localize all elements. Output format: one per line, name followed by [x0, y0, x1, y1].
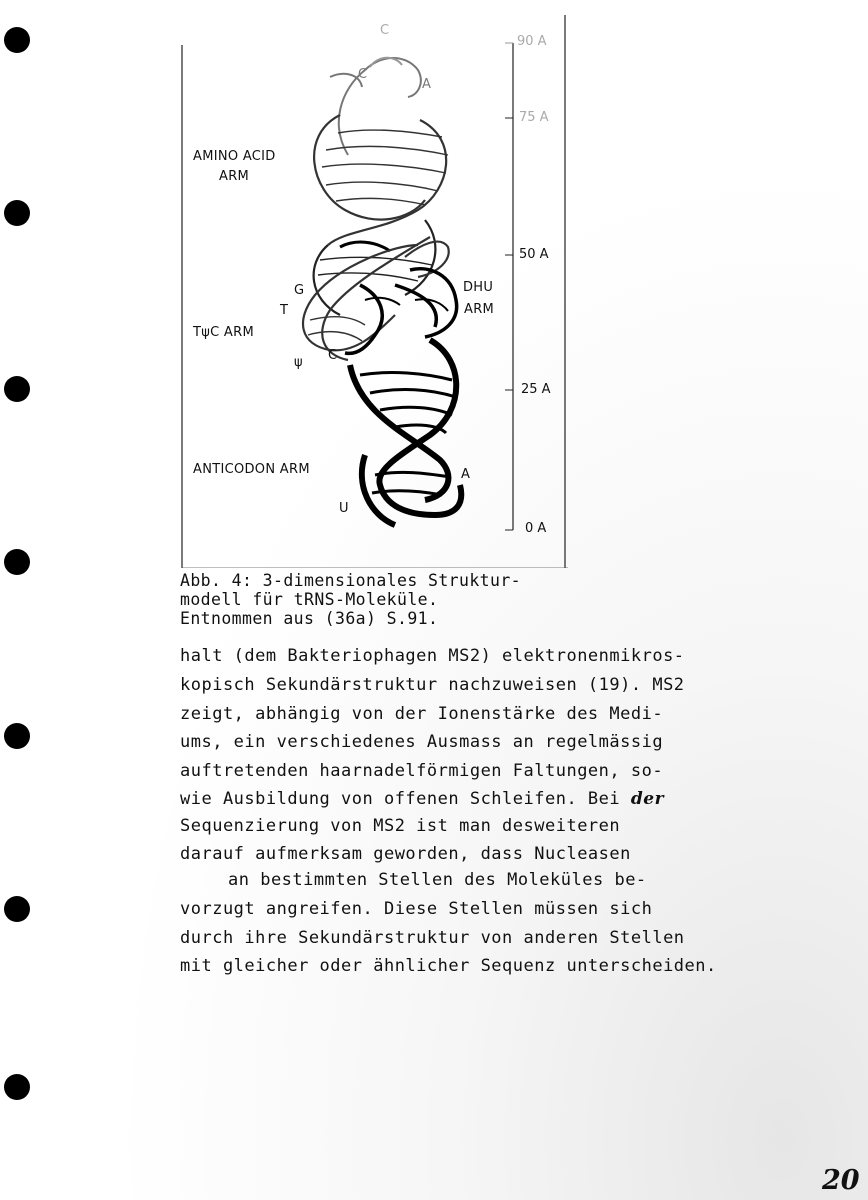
body-line-9: an bestimmten Stellen des Moleküles be-	[228, 870, 647, 890]
base-label-c-mid: C	[328, 348, 338, 363]
body-line-4: ums, ein verschiedenes Ausmass an regelmässig	[180, 732, 664, 752]
dhu-arm-label-line1: DHU	[463, 280, 494, 295]
body-line-5: auftretenden haarnadelförmigen Faltungen, so-	[180, 761, 664, 781]
binder-hole	[4, 27, 30, 53]
handwritten-correction: der	[630, 789, 665, 809]
binder-hole	[4, 896, 30, 922]
scale-label-0: 0 A	[525, 521, 547, 536]
acceptor-end	[330, 58, 421, 155]
scale-label-75: 75 A	[519, 110, 549, 125]
binder-hole	[4, 376, 30, 402]
body-line-7: Sequenzierung von MS2 ist man desweiteren	[180, 816, 621, 836]
anticodon-arm-label: ANTICODON ARM	[193, 462, 310, 477]
amino-acid-arm-label-line2: ARM	[219, 169, 250, 184]
figure-caption-line1: Abb. 4: 3-dimensionales Struktur-	[180, 571, 522, 590]
figure-caption-line2: modell für tRNS-Moleküle.	[180, 590, 439, 609]
page-number: 20	[822, 1165, 860, 1196]
body-line-10: vorzugt angreifen. Diese Stellen müssen sich	[180, 899, 653, 919]
binder-hole	[4, 1074, 30, 1100]
base-label-c-inner: C	[358, 67, 368, 82]
base-label-psi: ψ	[294, 355, 303, 370]
body-line-1: halt (dem Bakteriophagen MS2) elektronenmikros-	[180, 646, 685, 666]
amino-acid-arm-label-line1: AMINO ACID	[193, 149, 276, 164]
body-line-12: mit gleicher oder ähnlicher Sequenz unterscheiden.	[180, 956, 717, 976]
body-line-3: zeigt, abhängig von der Ionenstärke des Medi-	[180, 704, 664, 724]
binder-hole	[4, 200, 30, 226]
body-line-11: durch ihre Sekundärstruktur von anderen Stellen	[180, 928, 685, 948]
tpsic-arm-label: TψC ARM	[193, 325, 254, 340]
dhu-arm-label-line2: ARM	[464, 302, 495, 317]
trna-helix-drawing	[180, 15, 568, 568]
base-label-t: T	[280, 303, 289, 318]
body-line-6	[180, 789, 664, 809]
body-line-6-typed: wie Ausbildung von offenen Schleifen. Bei	[180, 789, 631, 809]
scale-label-50: 50 A	[519, 247, 549, 262]
binder-hole	[4, 549, 30, 575]
figure-caption-line3: Entnommen aus (36a) S.91.	[180, 609, 439, 628]
base-label-g: G	[294, 283, 305, 298]
trna-structure-figure	[180, 15, 568, 568]
base-label-a-top: A	[422, 77, 432, 92]
body-line-2: kopisch Sekundärstruktur nachzuweisen (19). MS2	[180, 675, 685, 695]
base-label-a-anticodon: A	[461, 467, 471, 482]
scale-label-25: 25 A	[521, 382, 551, 397]
base-label-u-anticodon: U	[339, 501, 349, 516]
binder-hole	[4, 723, 30, 749]
scale-label-90: 90 A	[517, 34, 547, 49]
base-label-c-top: C	[380, 23, 390, 38]
body-line-8: darauf aufmerksam geworden, dass Nucleasen	[180, 844, 631, 864]
